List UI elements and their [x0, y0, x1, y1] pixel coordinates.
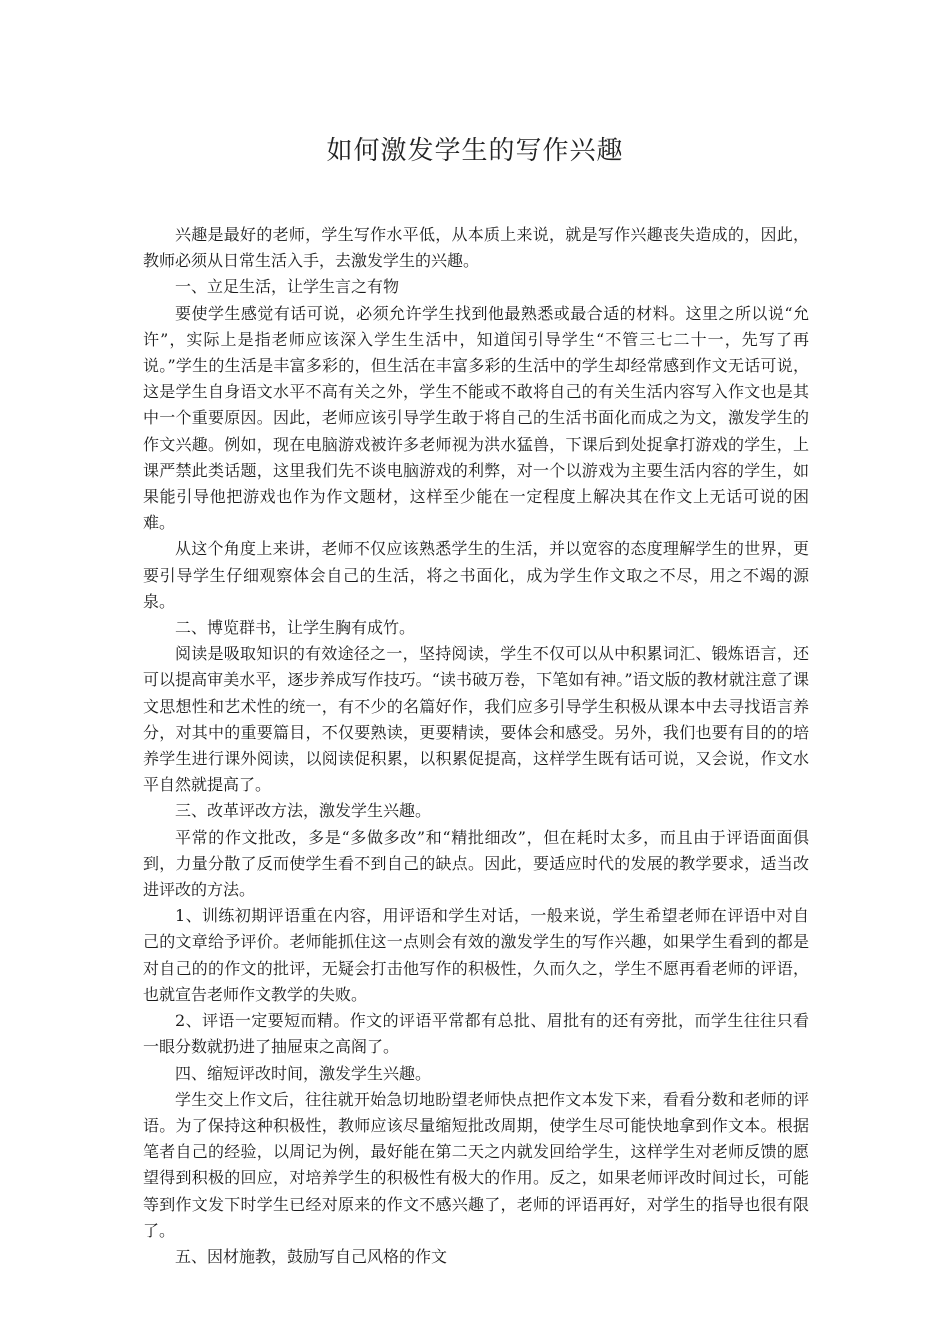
paragraph: 要使学生感觉有话可说，必须允许学生找到他最熟悉或最合适的材料。这里之所以说“允许”，实际上是指老师应该深入学生生活中，知道闰引导学生“不管三七二十一，先写了再说。”学生的生活是丰富多彩的，但生活在丰富多彩的生活中的学生却经常感到作文无话可说，这是学生自身语文水平不高有关之外，学生不能或不敢将自己的有关生活内容写入作文也是其中一个重要原因。因此，老师应该引导学生敢于将自己的生活书面化而成之为文，激发学生的作文兴趣。例如，现在电脑游戏被许多老师视为洪水猛兽，下课后到处捉拿打游戏的学生，上课严禁此类话题，这里我们先不谈电脑游戏的利弊，对一个以游戏为主要生活内容的学生，如果能引导他把游戏也作为作文题材，这样至少能在一定程度上解决其在作文上无话可说的困难。 — [143, 303, 809, 533]
section-heading-1: 一、立足生活，让学生言之有物 — [175, 277, 400, 297]
paragraph: 从这个角度上来讲，老师不仅应该熟悉学生的生活，并以宽容的态度理解学生的世界，更要引导学生仔细观察体会自己的生活，将之书面化，成为学生作文取之不尽，用之不竭的源泉。 — [143, 539, 809, 611]
section-heading-3: 三、改革评改方法，激发学生兴趣。 — [175, 801, 432, 821]
paragraph: 平常的作文批改，多是“多做多改”和“精批细改”，但在耗时太多，而且由于评语面面俱到，力量分散了反而使学生看不到自己的缺点。因此，要适应时代的发展的教学要求，适当改进评改的方法。 — [143, 827, 809, 900]
paragraph-intro: 兴趣是最好的老师，学生写作水平低，从本质上来说，就是写作兴趣丧失造成的，因此，教师必须从日常生活入手，去激发学生的兴趣。 — [143, 225, 809, 271]
paragraph: 阅读是吸取知识的有效途径之一，坚持阅读，学生不仅可以从中积累词汇、锻炼语言，还可以提高审美水平，逐步养成写作技巧。“读书破万卷，下笔如有神。”语文版的教材就注意了课文思想性和艺术性的统一，有不少的名篇好作，我们应多引导学生积极从课本中去寻找语言养分，对其中的重要篇目，不仅要熟读，更要精读，要体会和感受。另外，我们也要有目的的培养学生进行课外阅读，以阅读促积累，以积累促提高，这样学生既有话可说，又会说，作文水平自然就提高了。 — [143, 644, 809, 795]
paragraph: 2、评语一定要短而精。作文的评语平常都有总批、眉批有的还有旁批，而学生往往只看一眼分数就扔进了抽屉束之高阁了。 — [143, 1011, 809, 1057]
section-heading-2: 二、博览群书，让学生胸有成竹。 — [175, 618, 416, 638]
paragraph: 1、训练初期评语重在内容，用评语和学生对话，一般来说，学生希望老师在评语中对自己的文章给予评价。老师能抓住这一点则会有效的激发学生的写作兴趣，如果学生看到的都是对自己的的作文的批评，无疑会打击他写作的积极性，久而久之，学生不愿再看老师的评语，也就宣告老师作文教学的失败。 — [143, 906, 809, 1004]
document-body — [143, 222, 809, 1270]
paragraph: 学生交上作文后，往往就开始急切地盼望老师快点把作文本发下来，看看分数和老师的评语。为了保持这种积极性，教师应该尽量缩短批改周期，使学生尽可能快地拿到作文本。根据笔者自己的经验，以周记为例，最好能在第二天之内就发回给学生，这样学生对老师反馈的愿望得到积极的回应，对培养学生的积极性有极大的作用。反之，如果老师评改时间过长，可能等到作文发下时学生已经对原来的作文不感兴趣了，老师的评语再好，对学生的指导也很有限了。 — [143, 1089, 809, 1240]
section-heading-4: 四、缩短评改时间，激发学生兴趣。 — [175, 1063, 432, 1083]
section-heading-5: 五、因材施教，鼓励写自己风格的作文 — [175, 1246, 448, 1266]
document-title: 如何激发学生的写作兴趣 — [326, 136, 624, 166]
